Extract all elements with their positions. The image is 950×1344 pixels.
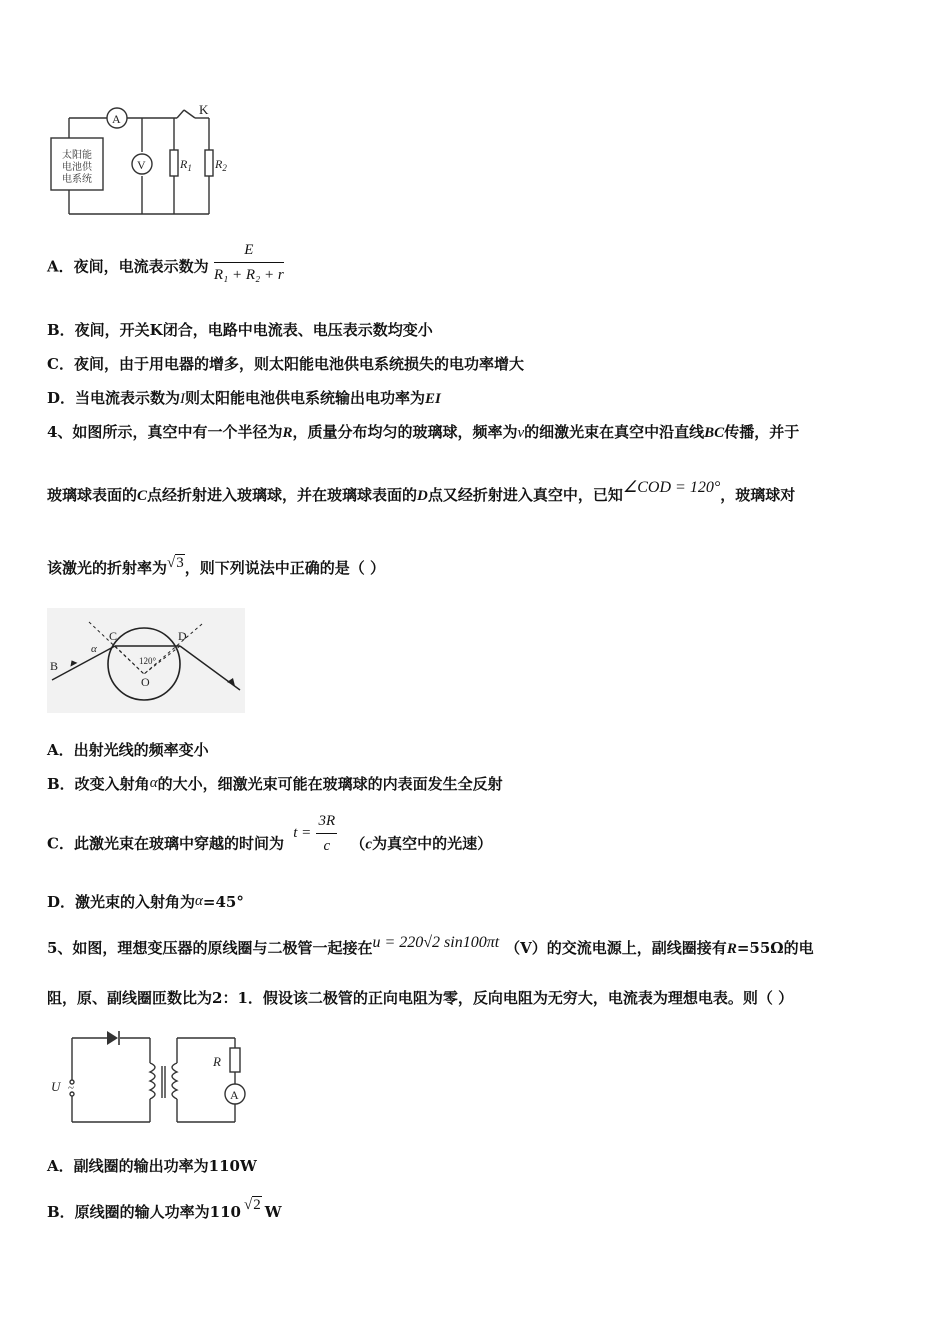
q3-option-d: D．当电流表示数为I则太阳能电池供电系统输出电功率为EI [47, 389, 441, 407]
point-b-label: B [50, 659, 59, 673]
q4-option-a: A．出射光线的频率变小 [47, 741, 209, 759]
q4-option-b: B．改变入射角α的大小，细激光束可能在玻璃球的内表面发生全反射 [47, 775, 503, 793]
voltmeter-label: V [137, 158, 146, 172]
source-u-label: U [51, 1079, 61, 1094]
q3-option-b: B．夜间，开关K闭合，电路中电流表、电压表示数均变小 [47, 321, 433, 339]
q4-stem-line2: 玻璃球表面的C点经折射进入玻璃球，并在玻璃球表面的D点又经折射进入真空中，已知∠COD = 120°，玻璃球对 [47, 479, 796, 504]
q3-option-a: A．夜间，电流表示数为 $\frac{E}{\text{R₁ + R₂ + r}}$ [47, 242, 284, 283]
q3-option-a-fraction: $\frac{E}{\text{R₁ + R₂ + r}}$ [213, 242, 284, 283]
q4-option-c: C．此激光束在玻璃中穿越的时间为 t = $\frac{3R}{c}$ （c为真空中的光速） [47, 813, 493, 854]
q5-option-a: A．副线圈的输出功率为110W [47, 1157, 257, 1175]
point-c-label: C [109, 629, 118, 643]
point-d-label: D [178, 629, 187, 643]
switch-k [184, 102, 209, 118]
q4-stem-line1: 4、如图所示，真空中有一个半径为R，质量分布均匀的玻璃球，频率为ν的细激光束在真空中沿直线BC传播，并于 [47, 423, 800, 441]
alpha-label: α [91, 643, 97, 655]
ammeter-label: A [112, 112, 121, 126]
q5-stem-line2: 阻，原、副线圈匝数比为2：1．假设该二极管的正向电阻为零，反向电阻为无穷大，电流表为理想电表。则（ ） [47, 989, 794, 1007]
q5-stem-line1: 5、如图，理想变压器的原线圈与二极管一起接在u = 220√2 sin100πt （V）的交流电源上，副线圈接有R=55Ω的电 [47, 934, 814, 957]
angle-label: 120° [139, 656, 157, 666]
r1-label: $R_1$ [180, 157, 192, 173]
svg-text:K: K [199, 102, 209, 117]
solar-box-line3: 电系统 [62, 174, 92, 185]
r2-label: $R_2$ [215, 157, 227, 173]
transformer-circuit-diagram [47, 1018, 257, 1130]
solar-box-line2: 电池供 [62, 162, 92, 173]
q3-option-c: C．夜间，由于用电器的增多，则太阳能电池供电系统损失的电功率增大 [47, 355, 524, 373]
glass-sphere-diagram [47, 608, 245, 713]
resistor-r-label: R [213, 1054, 221, 1069]
q5-option-b: B．原线圈的输人功率为110 √2 W [47, 1197, 282, 1221]
q4-stem-line3: 该激光的折射率为√3，则下列说法中正确的是（ ） [47, 555, 385, 577]
point-o-label: O [141, 675, 150, 689]
solar-circuit-diagram [47, 100, 247, 225]
svg-text:~: ~ [68, 1082, 74, 1094]
q4-option-c-fraction: $\frac{3R}{c}$ [318, 813, 336, 854]
solar-box-line1: 太阳能 [62, 150, 92, 161]
diode-symbol [107, 1031, 119, 1045]
ammeter2-label: A [230, 1088, 239, 1102]
q4-option-d: D．激光束的入射角为α=45° [47, 893, 244, 911]
